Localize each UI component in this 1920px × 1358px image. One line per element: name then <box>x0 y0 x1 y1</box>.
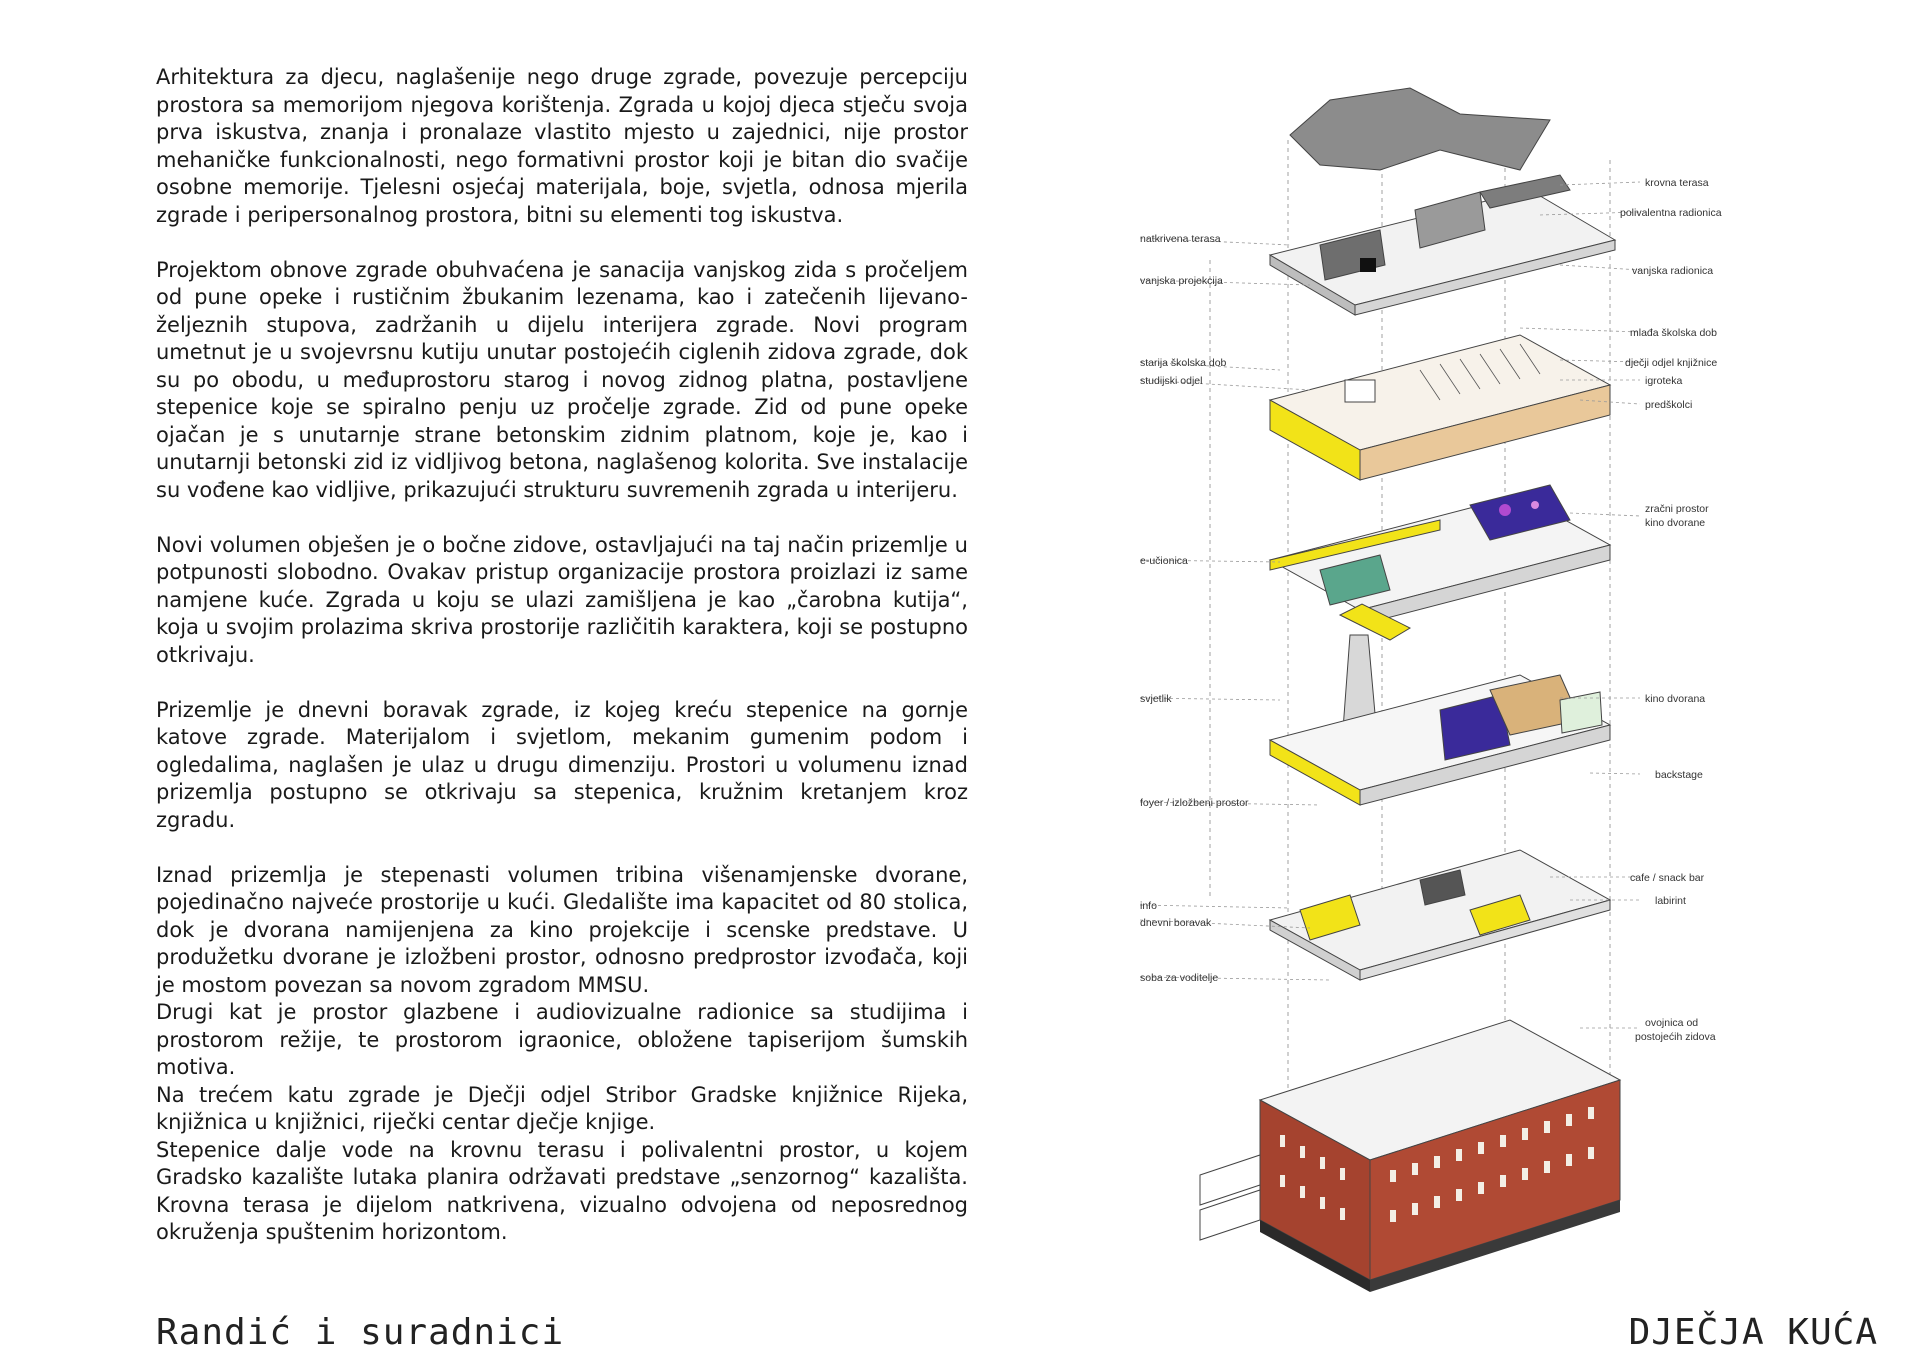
labels-right <box>1620 177 1722 1043</box>
exploded-axonometric-diagram <box>1140 80 1740 1300</box>
label-igroteka: igroteka <box>1645 375 1683 387</box>
architect-name: Randić i suradnici <box>156 1312 565 1353</box>
label-vanjska-radionica: vanjska radionica <box>1632 265 1714 277</box>
label-kino-dvorane: kino dvorane <box>1645 517 1706 529</box>
label-labirint: labirint <box>1655 895 1686 907</box>
label-backstage: backstage <box>1655 769 1703 781</box>
paragraph-intro: Arhitektura za djecu, naglašenije nego druge zgrade, povezuje percepciju prostora sa memorijom njegova korištenja. Zgrada u kojoj djeca stječu svoja prva iskustva, znanja i pronalaze vlastito mjesto u zajednici, nije prostor mehaničke funkcionalnosti, nego formativni prostor koji je bitan dio svačije osobne memorije. Tjelesni osjećaj materijala, boje, svjetla, odnosa mjerila zgrade i peripersonalnog prostora, bitni su elementi tog iskustva. <box>156 65 968 227</box>
label-vanjska-projekcija: vanjska projekcija <box>1140 275 1223 287</box>
level-library <box>1270 335 1610 480</box>
paragraph-third-floor: Na trećem katu zgrade je Dječji odjel Stribor Gradske knjižnice Rijeka, knjižnica u knjižnici, riječki centar dječje knjige. <box>156 1082 968 1134</box>
level-roof <box>1270 88 1615 315</box>
label-dnevni-boravak: dnevni boravak <box>1140 917 1212 929</box>
label-cafe-snack-bar: cafe / snack bar <box>1630 872 1705 884</box>
label-krovna-terasa: krovna terasa <box>1645 177 1709 189</box>
label-djecji-odjel-knjiznice: dječji odjel knjižnice <box>1625 357 1718 369</box>
label-svjetlik: svjetlik <box>1140 693 1172 705</box>
label-e-ucionica: e-učionica <box>1140 555 1188 567</box>
label-soba-za-voditelje: soba za voditelje <box>1140 972 1219 984</box>
bridge-structure <box>1200 1155 1260 1240</box>
label-polivalentna-radionica: polivalentna radionica <box>1620 207 1722 219</box>
label-zracni-prostor: zračni prostor <box>1645 503 1709 515</box>
paragraph-second-floor: Drugi kat je prostor glazbene i audiovizualne radionice sa studijima i prostorom režije, te prostorom igraonice, obložene tapiserijom šumskih motiva. <box>156 1000 968 1079</box>
level-ground-floor <box>1270 850 1610 980</box>
paragraph-roof: Stepenice dalje vode na krovnu terasu i polivalentni prostor, u kojem Gradsko kazalište lutaka planira održavati predstave „senzornog“ kazališta. Krovna terasa je dijelom natkrivena, vizualno odvojena od neposrednog okruženja spuštenim horizontom. <box>156 1137 968 1244</box>
label-foyer: foyer / izložbeni prostor <box>1140 797 1249 809</box>
project-title: DJEČJA KUĆA <box>1628 1312 1878 1353</box>
paragraph-hall: Iznad prizemlja je stepenasti volumen tribina višenamjenske dvorane, pojedinačno najveće prostorije u kući. Gledalište ima kapacitet od 80 stolica, dok je dvorana namijenjena za kino projekcije i scenske predstave. U produžetku dvorane je izložbeni prostor, odnosno predprostor izvođača, koji je mostom povezan sa novom zgradom MMSU. <box>156 862 968 997</box>
label-studijski-odjel: studijski odjel <box>1140 375 1203 387</box>
roof-canopy <box>1290 88 1550 170</box>
labels-left <box>1140 233 1249 984</box>
label-kino-dvorana: kino dvorana <box>1645 693 1706 705</box>
level-e-classroom <box>1270 485 1610 640</box>
label-info: info <box>1140 900 1157 912</box>
label-predskolci: predškolci <box>1645 399 1693 411</box>
paragraph-new-volume: Novi volumen obješen je o bočne zidove, ostavljajući na taj način prizemlje u potpunosti slobodno. Ovakav pristup organizacije prostora proizlazi iz same namjene kuće. Zgrada u koju se ulazi zamišljena je kao „čarobna kutija“, koja u svojim prolazima skriva prostorije različitih karaktera, koji se postupno otkrivaju. <box>156 532 968 667</box>
label-ovojnica-od: ovojnica od <box>1645 1017 1699 1029</box>
label-postojecih-zidova: postojećih zidova <box>1635 1031 1716 1043</box>
paragraph-ground-floor: Prizemlje je dnevni boravak zgrade, iz kojeg kreću stepenice na gornje katove zgrade. Materijalom i svjetlom, mekanim gumenim podom i ogledalima, naglašen je ulaz u drugu dimenziju. Prostori u volumenu iznad prizemlja postupno se otkrivaju sa stepenica, kružnim kretanjem kroz zgradu. <box>156 697 968 832</box>
label-starija-skolska-dob: starija školska dob <box>1140 357 1227 369</box>
level-existing-envelope <box>1200 1020 1620 1292</box>
label-natkrivena-terasa: natkrivena terasa <box>1140 233 1221 245</box>
label-mlada-skolska-dob: mlađa školska dob <box>1630 327 1717 339</box>
paragraph-renovation: Projektom obnove zgrade obuhvaćena je sanacija vanjskog zida s pročeljem od pune opeke i rustičnim žbukanim lezenama, kao i zatečenih lijevano-željeznih stupova, zadržanih u dijelu interijera zgrade. Novi program umetnut je u svojevrsnu kutiju unutar postojećih ciglenih zidova zgrade, dok su po obodu, u međuprostoru starog i novog zidnog platna, postavljene stepenice koje se spiralno penju uz pročelje zgrade. Zid od pune opeke ojačan je s unutarnje strane betonskim zidnim platnom, koje je, kao i unutarnji betonski zid iz vidljivog betona, naglašenog kolorita. Sve instalacije su vođene kao vidljive, prikazujući strukturu suvremenih zgrada u interijeru. <box>156 257 968 502</box>
article-text <box>156 64 968 1247</box>
level-cinema <box>1270 635 1610 805</box>
